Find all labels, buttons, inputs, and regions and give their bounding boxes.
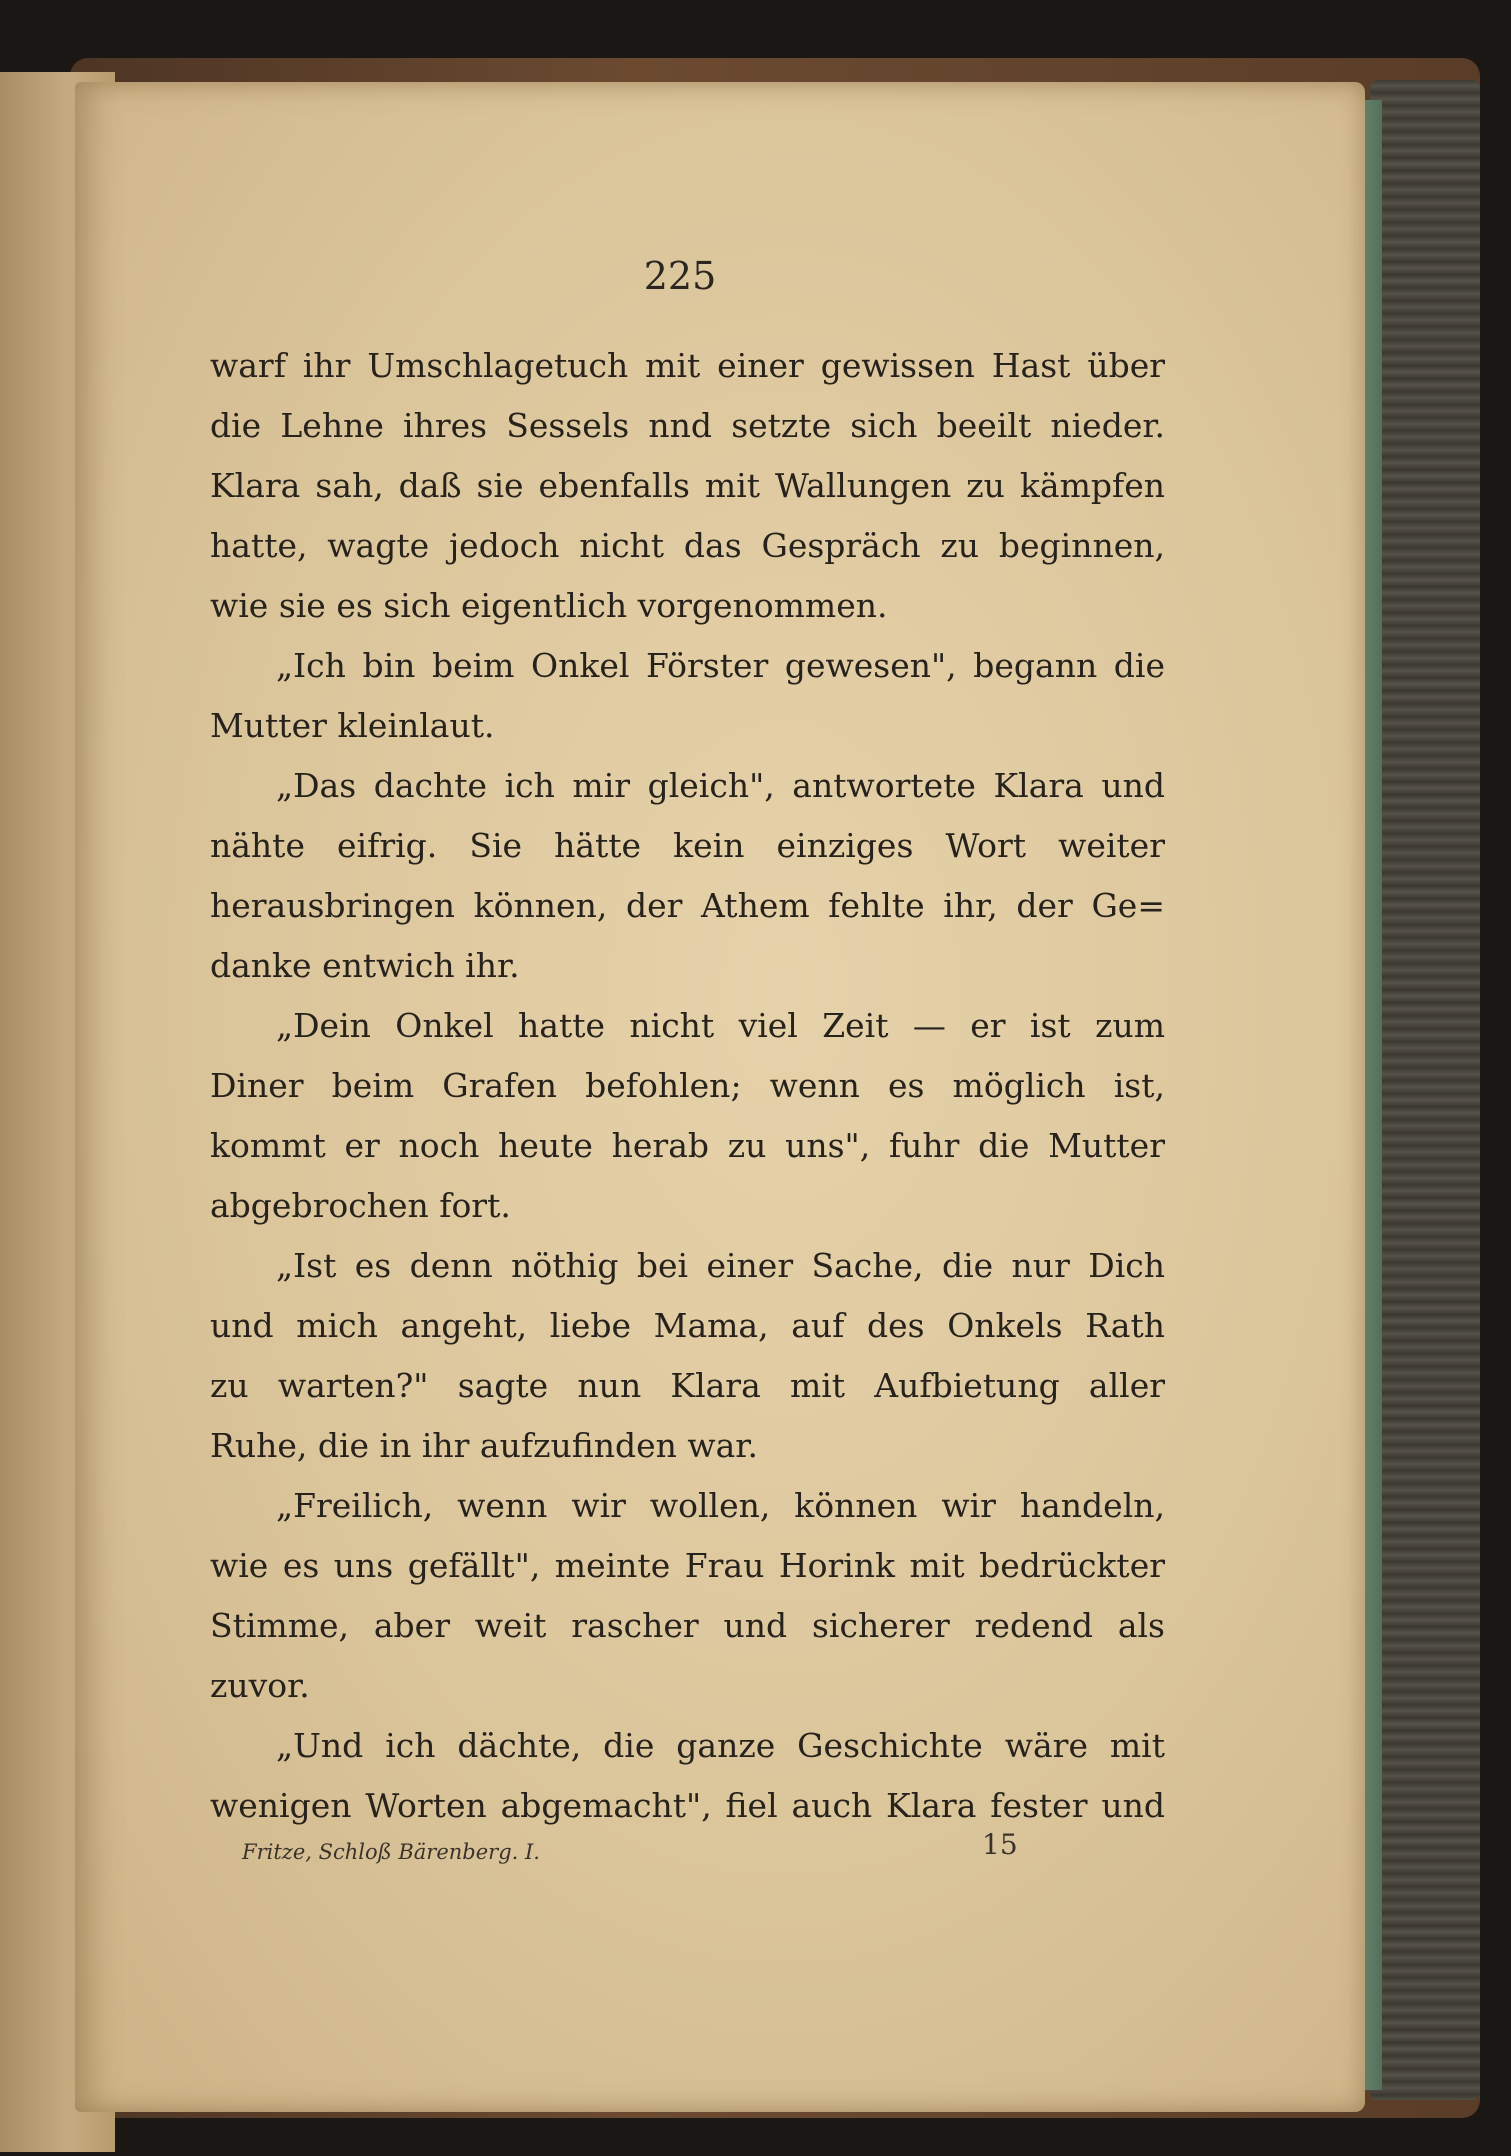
text-line: „Ich bin beim Onkel Förster gewesen", begann die [276, 646, 1165, 685]
text-line: und mich angeht, liebe Mama, auf des Onkels Rath [210, 1306, 1165, 1345]
text-line: kommt er noch heute herab zu uns", fuhr die Mutter [210, 1126, 1165, 1165]
footer-sheet-number: 15 [982, 1828, 1018, 1861]
text-line: Diner beim Grafen befohlen; wenn es möglich ist, [210, 1066, 1165, 1105]
text-line: hatte, wagte jedoch nicht das Gespräch zu beginnen, [210, 526, 1165, 565]
text-line: Ruhe, die in ihr aufzufinden war. [210, 1426, 758, 1465]
text-line: zu warten?" sagte nun Klara mit Aufbietung aller [210, 1366, 1165, 1405]
text-line: Klara sah, daß sie ebenfalls mit Wallungen zu kämpfen [210, 466, 1165, 505]
text-line: „Freilich, wenn wir wollen, können wir handeln, [276, 1486, 1165, 1525]
text-line: warf ihr Umschlagetuch mit einer gewissen Hast über [210, 346, 1165, 385]
text-line: Stimme, aber weit rascher und sicherer redend als [210, 1606, 1165, 1645]
book-spine-edge [1370, 80, 1480, 2100]
page-text [210, 336, 1165, 1836]
text-line: „Das dachte ich mir gleich", antwortete Klara und [276, 766, 1165, 805]
text-line: wenigen Worten abgemacht", fiel auch Klara fester und [210, 1786, 1165, 1825]
text-line: wie sie es sich eigentlich vorgenommen. [210, 586, 888, 625]
text-line: „Dein Onkel hatte nicht viel Zeit — er ist zum [276, 1006, 1165, 1045]
footer-signature: Fritze, Schloß Bärenberg. I. [242, 1840, 540, 1864]
page-number: 225 [643, 254, 717, 298]
text-line: danke entwich ihr. [210, 946, 520, 985]
text-line: die Lehne ihres Sessels nnd setzte sich beeilt nieder. [210, 406, 1165, 445]
text-line: nähte eifrig. Sie hätte kein einziges Wort weiter [210, 826, 1165, 865]
text-line: Mutter kleinlaut. [210, 706, 495, 745]
text-line: wie es uns gefällt", meinte Frau Horink mit bedrückter [210, 1546, 1165, 1585]
text-line: herausbringen können, der Athem fehlte ihr, der Ge= [210, 886, 1165, 925]
text-line: „Ist es denn nöthig bei einer Sache, die nur Dich [276, 1246, 1165, 1285]
text-line: abgebrochen fort. [210, 1186, 511, 1225]
text-line: zuvor. [210, 1666, 310, 1705]
text-line: „Und ich dächte, die ganze Geschichte wäre mit [276, 1726, 1165, 1765]
